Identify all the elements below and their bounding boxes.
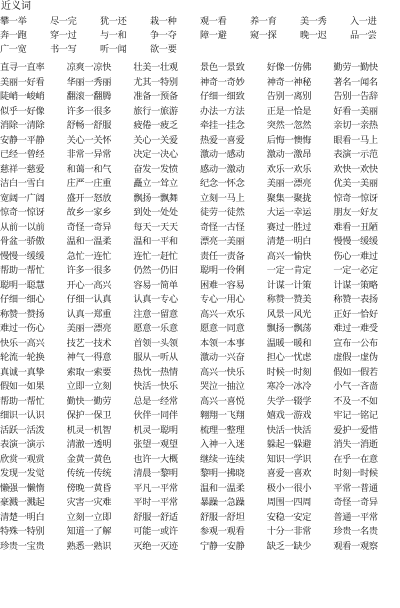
synonym-cell: 极小一很小 bbox=[266, 482, 312, 494]
table-row bbox=[0, 422, 400, 437]
word-pair: 听一闻 bbox=[100, 44, 127, 55]
table-row bbox=[0, 480, 400, 495]
table-row bbox=[0, 59, 400, 74]
word-pair: 广一宽 bbox=[0, 44, 27, 55]
synonym-cell: 灾害一灾难 bbox=[66, 497, 112, 509]
synonym-cell: 平凡一平常 bbox=[133, 482, 178, 494]
synonym-cell: 难过一伤心 bbox=[0, 323, 45, 335]
word-pair: 品一尝 bbox=[350, 30, 377, 41]
table-row bbox=[0, 132, 400, 147]
synonym-cell: 称赞一表扬 bbox=[333, 294, 378, 306]
synonym-cell: 翻滚一翻腾 bbox=[66, 91, 112, 103]
word-pair: 书一写 bbox=[50, 44, 77, 55]
synonym-cell: 故乡一家乡 bbox=[66, 207, 112, 219]
synonym-cell: 本领一本事 bbox=[200, 337, 245, 349]
table-row bbox=[0, 161, 400, 176]
word-pairs-block bbox=[0, 13, 400, 55]
synonym-cell: 激动一激昂 bbox=[266, 149, 312, 161]
synonym-cell: 许多一很多 bbox=[66, 265, 112, 277]
synonym-cell: 急忙一连忙 bbox=[66, 250, 112, 262]
synonym-cell: 华丽一秀丽 bbox=[66, 76, 112, 88]
synonym-cell: 仔细一细致 bbox=[200, 91, 245, 103]
synonym-cell: 奋发一发愤 bbox=[133, 163, 178, 175]
synonym-cell: 索取一索要 bbox=[66, 366, 112, 378]
synonym-cell: 张望一观望 bbox=[133, 439, 178, 451]
synonym-cell: 神气一得意 bbox=[66, 352, 112, 364]
table-row bbox=[0, 509, 400, 524]
synonym-cell: 好像一仿佛 bbox=[266, 62, 312, 74]
synonym-cell: 消除一清除 bbox=[0, 120, 45, 132]
synonym-cell: 舒畅一舒服 bbox=[66, 120, 112, 132]
synonym-cell: 关心一关爱 bbox=[133, 134, 178, 146]
synonym-cell: 奇怪一奇异 bbox=[333, 497, 378, 509]
synonym-cell: 知道一了解 bbox=[66, 526, 112, 538]
synonym-cell: 许多一很多 bbox=[66, 105, 112, 117]
synonym-cell: 仔细一细心 bbox=[0, 294, 45, 306]
synonym-cell: 欢乐一欢乐 bbox=[266, 163, 312, 175]
synonym-cell: 容易一简单 bbox=[133, 279, 178, 291]
synonym-cell: 立刻一立即 bbox=[66, 511, 112, 523]
table-row bbox=[0, 436, 400, 451]
synonym-cell: 大运一幸运 bbox=[266, 207, 312, 219]
synonym-cell: 入神一入迷 bbox=[200, 439, 245, 451]
synonym-cell: 慈祥一慈爱 bbox=[0, 163, 45, 175]
table-row bbox=[0, 407, 400, 422]
synonym-cell: 称赞一赞美 bbox=[266, 294, 312, 306]
synonym-cell: 金黄一黄色 bbox=[66, 453, 112, 465]
synonym-cell: 轮流一轮换 bbox=[0, 352, 45, 364]
word-pair: 障一避 bbox=[200, 30, 227, 41]
table-row bbox=[0, 451, 400, 466]
synonym-cell: 高兴一愉快 bbox=[266, 250, 312, 262]
synonym-cell: 十分一非常 bbox=[266, 526, 312, 538]
synonym-cell: 清晨一黎明 bbox=[133, 468, 178, 480]
synonym-cell: 徒劳一徒然 bbox=[200, 207, 245, 219]
synonym-cell: 缺乏一缺少 bbox=[266, 540, 312, 552]
word-pair: 窥一探 bbox=[250, 30, 277, 41]
synonym-cell: 非常一异常 bbox=[66, 149, 112, 161]
synonym-cell: 勤快一勤劳 bbox=[66, 395, 112, 407]
synonym-cell: 知识一学识 bbox=[266, 453, 312, 465]
synonym-cell: 宣布一公布 bbox=[333, 337, 378, 349]
synonym-cell: 欢快一欢快 bbox=[333, 163, 378, 175]
synonym-cell: 感动一激动 bbox=[200, 163, 245, 175]
synonym-cell: 安稳一安定 bbox=[266, 511, 312, 523]
synonym-cell: 盛开一怒放 bbox=[66, 192, 112, 204]
synonym-cell: 高兴一喜悦 bbox=[200, 395, 245, 407]
word-pair: 观一看 bbox=[200, 16, 227, 27]
synonym-cell: 仍然一仍旧 bbox=[133, 265, 178, 277]
synonym-cell: 旅行一旅游 bbox=[133, 105, 178, 117]
synonym-cell: 消失一消逝 bbox=[333, 439, 378, 451]
synonym-cell: 技艺一技术 bbox=[66, 337, 112, 349]
synonym-cell: 突然一忽然 bbox=[266, 120, 312, 132]
synonym-cell: 到处一处处 bbox=[133, 207, 178, 219]
synonym-cell: 壮美一壮观 bbox=[133, 62, 178, 74]
synonym-cell: 快活一快乐 bbox=[133, 381, 178, 393]
table-row bbox=[0, 117, 400, 132]
synonym-cell: 帮助一帮忙 bbox=[0, 265, 45, 277]
table-row bbox=[0, 88, 400, 103]
synonym-cell: 惊奇一惊讶 bbox=[0, 207, 45, 219]
synonym-cell: 传统一传统 bbox=[66, 468, 112, 480]
synonym-cell: 特殊一特别 bbox=[0, 526, 45, 538]
synonym-cell: 神奇一奇妙 bbox=[200, 76, 245, 88]
synonym-cell: 一定一肯定 bbox=[266, 265, 312, 277]
synonym-cell: 在乎一在意 bbox=[333, 453, 378, 465]
synonym-cell: 计谋一计策 bbox=[266, 279, 312, 291]
table-row bbox=[0, 248, 400, 263]
word-pair: 入一进 bbox=[350, 16, 377, 27]
synonym-cell: 不及一不如 bbox=[333, 395, 378, 407]
synonym-cell: 伙伴一同伴 bbox=[133, 410, 178, 422]
synonym-cell: 聪明一伶俐 bbox=[200, 265, 245, 277]
synonym-cell: 连忙一赶忙 bbox=[133, 250, 178, 262]
synonym-cell: 慢慢一缓缓 bbox=[333, 236, 378, 248]
synonym-cell: 仔细一认真 bbox=[66, 294, 112, 306]
synonym-cell: 美丽一好看 bbox=[0, 76, 45, 88]
synonym-cell: 景色一景致 bbox=[200, 62, 245, 74]
word-pair: 养一育 bbox=[250, 16, 277, 27]
synonym-cell: 牢记一铭记 bbox=[333, 410, 378, 422]
synonym-cell: 专心一用心 bbox=[200, 294, 245, 306]
synonym-cell: 暴躁一急躁 bbox=[200, 497, 245, 509]
synonym-cell: 每天一天天 bbox=[133, 221, 178, 233]
synonym-cell: 漂亮一美丽 bbox=[200, 236, 245, 248]
synonym-cell: 高兴一快乐 bbox=[200, 366, 245, 378]
synonym-cell: 快乐一高兴 bbox=[0, 337, 45, 349]
word-pair: 美一秀 bbox=[300, 16, 327, 27]
table-row bbox=[0, 233, 400, 248]
table-row bbox=[0, 277, 400, 292]
table-row bbox=[0, 219, 400, 234]
synonym-cell: 躲起一躲避 bbox=[266, 439, 312, 451]
synonym-cell: 聚集一聚拢 bbox=[266, 192, 312, 204]
synonym-cell: 失学一辍学 bbox=[266, 395, 312, 407]
word-pair: 晚一迟 bbox=[300, 30, 327, 41]
synonym-cell: 清楚一明白 bbox=[266, 236, 312, 248]
table-row bbox=[0, 146, 400, 161]
synonym-cell: 梳理一整理 bbox=[200, 424, 245, 436]
table-row bbox=[0, 349, 400, 364]
synonym-cell: 尤其一特别 bbox=[133, 76, 178, 88]
word-pair: 栽一种 bbox=[150, 16, 177, 27]
synonym-cell: 热忱一热情 bbox=[133, 366, 178, 378]
synonym-cell: 亲切一亲热 bbox=[333, 120, 378, 132]
synonym-cell: 珍贵一宝贵 bbox=[0, 540, 45, 552]
synonym-cell: 总是一经常 bbox=[133, 395, 178, 407]
synonym-cell: 发现一发觉 bbox=[0, 468, 45, 480]
synonym-cell: 表演一演示 bbox=[0, 439, 45, 451]
synonym-cell: 激动一兴奋 bbox=[200, 352, 245, 364]
synonym-cell: 继续一连续 bbox=[200, 453, 245, 465]
synonym-cell: 一定一必定 bbox=[333, 265, 378, 277]
word-pair: 尽一完 bbox=[50, 16, 77, 27]
table-row bbox=[0, 103, 400, 118]
synonym-cell: 认真一专心 bbox=[133, 294, 178, 306]
synonym-cell: 愿意一乐意 bbox=[133, 323, 178, 335]
table-row bbox=[0, 494, 400, 509]
synonym-cell: 熟悉一熟识 bbox=[66, 540, 112, 552]
synonym-cell: 翱翔一飞翔 bbox=[200, 410, 245, 422]
synonym-cell: 凉爽一凉快 bbox=[66, 62, 112, 74]
synonym-cell: 假如一如果 bbox=[0, 381, 45, 393]
synonym-cell: 奇怪一古怪 bbox=[200, 221, 245, 233]
table-row bbox=[0, 364, 400, 379]
table-row bbox=[0, 465, 400, 480]
synonym-cell: 服从一听从 bbox=[133, 352, 178, 364]
synonym-cell: 参观一观看 bbox=[200, 526, 245, 538]
synonym-cell: 后悔一懊悔 bbox=[266, 134, 312, 146]
synonym-cell: 舒服一舒适 bbox=[133, 511, 178, 523]
synonym-cell: 注意一留意 bbox=[133, 308, 178, 320]
synonym-cell: 难看一丑陋 bbox=[333, 221, 378, 233]
table-row bbox=[0, 378, 400, 393]
synonym-cell: 观看一观察 bbox=[333, 540, 378, 552]
synonym-cell: 朋友一好友 bbox=[333, 207, 378, 219]
table-row bbox=[0, 175, 400, 190]
synonym-cell: 骨盆一骄傲 bbox=[0, 236, 45, 248]
synonym-cell: 和蔼一和气 bbox=[66, 163, 112, 175]
table-row bbox=[0, 190, 400, 205]
synonym-cell: 帮助一帮忙 bbox=[0, 395, 45, 407]
synonym-cell: 决定一决心 bbox=[133, 149, 178, 161]
synonym-cell: 表演一示范 bbox=[333, 149, 378, 161]
synonym-cell: 可能一或许 bbox=[133, 526, 178, 538]
table-row bbox=[0, 393, 400, 408]
synonym-cell: 庄严一庄重 bbox=[66, 178, 112, 190]
synonym-cell: 办法一方法 bbox=[200, 105, 245, 117]
synonym-cell: 飘扬一飘荡 bbox=[266, 323, 312, 335]
synonym-cell: 已经一曾经 bbox=[0, 149, 45, 161]
synonym-cell: 欣赏一观赏 bbox=[0, 453, 45, 465]
synonym-cell: 聪明一聪慧 bbox=[0, 279, 45, 291]
synonym-cell: 黎明一拂晓 bbox=[200, 468, 245, 480]
synonym-cell: 慢慢一缓缓 bbox=[0, 250, 45, 262]
synonym-cell: 直寻一直率 bbox=[0, 62, 45, 74]
synonym-cell: 温和一温柔 bbox=[66, 236, 112, 248]
synonym-cell: 惊奇一惊讶 bbox=[333, 192, 378, 204]
synonym-cell: 飘扬一飘舞 bbox=[133, 192, 178, 204]
synonym-cell: 眼看一马上 bbox=[333, 134, 378, 146]
synonym-cell: 宽阔一广阔 bbox=[0, 192, 45, 204]
synonym-cell: 立刻一马上 bbox=[200, 192, 245, 204]
word-pair: 争一夺 bbox=[150, 30, 177, 41]
pair-row bbox=[0, 41, 400, 55]
synonym-cell: 洁白一雪白 bbox=[0, 178, 45, 190]
word-pair: 穿一过 bbox=[50, 30, 77, 41]
synonym-cell: 舒服一舒坦 bbox=[200, 511, 245, 523]
synonym-cell: 著名一闻名 bbox=[333, 76, 378, 88]
synonym-cell: 爱护一爱惜 bbox=[333, 424, 378, 436]
synonym-cell: 灭绝一灭迹 bbox=[133, 540, 178, 552]
synonym-cell: 真诚一真挚 bbox=[0, 366, 45, 378]
synonym-cell: 清楚一明白 bbox=[0, 511, 45, 523]
word-pair: 奔一跑 bbox=[0, 30, 27, 41]
synonym-cell: 正好一恰好 bbox=[333, 308, 378, 320]
synonym-cell: 温和一温柔 bbox=[200, 482, 245, 494]
word-pair: 欲一要 bbox=[150, 44, 177, 55]
synonym-cell: 伤心一难过 bbox=[333, 250, 378, 262]
synonym-cell: 高兴一欢乐 bbox=[200, 308, 245, 320]
synonym-cell: 嬉戏一游戏 bbox=[266, 410, 312, 422]
synonym-cell: 正是一恰是 bbox=[266, 105, 312, 117]
synonym-cell: 陡峭一峻峭 bbox=[0, 91, 45, 103]
synonym-cell: 快活一快活 bbox=[266, 424, 312, 436]
synonym-cell: 好看一美丽 bbox=[333, 105, 378, 117]
synonym-cell: 时刻一时候 bbox=[333, 468, 378, 480]
synonym-cell: 清澈一透明 bbox=[66, 439, 112, 451]
synonym-cell: 计谋一策略 bbox=[333, 279, 378, 291]
synonym-cell: 傍晚一黄昏 bbox=[66, 482, 112, 494]
table-row bbox=[0, 204, 400, 219]
table-row bbox=[0, 74, 400, 89]
synonym-cell: 认真一郑重 bbox=[66, 308, 112, 320]
synonym-cell: 假如一假若 bbox=[333, 366, 378, 378]
synonym-cell: 从前一以前 bbox=[0, 221, 45, 233]
synonym-cell: 奇怪一奇异 bbox=[66, 221, 112, 233]
synonym-cell: 开心一高兴 bbox=[66, 279, 112, 291]
synonym-cell: 珍贵一名贵 bbox=[333, 526, 378, 538]
synonym-cell: 准备一预备 bbox=[133, 91, 178, 103]
synonym-cell: 告别一告辞 bbox=[333, 91, 378, 103]
synonym-cell: 首领一头领 bbox=[133, 337, 178, 349]
synonym-cell: 周围一四周 bbox=[266, 497, 312, 509]
synonym-cell: 平常一普通 bbox=[333, 482, 378, 494]
synonym-cell: 温暖一暖和 bbox=[266, 337, 312, 349]
page-title: 近义词 bbox=[1, 1, 31, 12]
synonym-cell: 告别一离别 bbox=[266, 91, 312, 103]
synonym-cell: 矗立一耸立 bbox=[133, 178, 178, 190]
synonym-cell: 寒冷一冰冷 bbox=[266, 381, 312, 393]
synonym-cell: 牵挂一挂念 bbox=[200, 120, 245, 132]
synonym-cell: 活跃一活泼 bbox=[0, 424, 45, 436]
synonym-cell: 喜爱一喜欢 bbox=[266, 468, 312, 480]
synonym-cell: 疲倦一疲乏 bbox=[133, 120, 178, 132]
synonym-cell: 勤劳一勤快 bbox=[333, 62, 378, 74]
synonym-cell: 激动一感动 bbox=[200, 149, 245, 161]
synonym-cell: 美丽一漂亮 bbox=[66, 323, 112, 335]
synonym-cell: 担心一忧虑 bbox=[266, 352, 312, 364]
pair-row bbox=[0, 13, 400, 27]
pair-row bbox=[0, 27, 400, 41]
synonym-cell: 虚假一虚伪 bbox=[333, 352, 378, 364]
word-pair: 与一和 bbox=[100, 30, 127, 41]
synonym-cell: 关心一关怀 bbox=[66, 134, 112, 146]
synonym-cell: 安静一平静 bbox=[0, 134, 45, 146]
synonym-cell: 小气一吝啬 bbox=[333, 381, 378, 393]
synonym-cell: 热爱一喜爱 bbox=[200, 134, 245, 146]
synonym-cell: 困难一容易 bbox=[200, 279, 245, 291]
synonym-cell: 普通一平常 bbox=[333, 511, 378, 523]
synonym-cell: 风景一风光 bbox=[266, 308, 312, 320]
synonym-cell: 懒强一懒惰 bbox=[0, 482, 45, 494]
synonym-cell: 时候一时刻 bbox=[266, 366, 312, 378]
table-row bbox=[0, 523, 400, 538]
synonym-cell: 美丽一漂亮 bbox=[266, 178, 312, 190]
synonym-cell: 优美一美丽 bbox=[333, 178, 378, 190]
synonym-cell: 立即一立刻 bbox=[66, 381, 112, 393]
synonym-cell: 豪溅一溅起 bbox=[0, 497, 45, 509]
synonym-cell: 宁静一安静 bbox=[200, 540, 245, 552]
synonym-cell: 称赞一赞扬 bbox=[0, 308, 45, 320]
word-pair: 犹一还 bbox=[100, 16, 127, 27]
synonym-cell: 机灵一机智 bbox=[66, 424, 112, 436]
synonym-cell: 愿意一同意 bbox=[200, 323, 245, 335]
word-pair: 攀一举 bbox=[0, 16, 27, 27]
synonym-cell: 温和一平和 bbox=[133, 236, 178, 248]
synonym-cell: 细识一认识 bbox=[0, 410, 45, 422]
synonym-cell: 神奇一神秘 bbox=[266, 76, 312, 88]
synonym-cell: 也许一大概 bbox=[133, 453, 178, 465]
table-row bbox=[0, 262, 400, 277]
synonym-cell: 哭泣一抽泣 bbox=[200, 381, 245, 393]
synonym-cell: 保护一保卫 bbox=[66, 410, 112, 422]
table-row bbox=[0, 538, 400, 553]
synonym-cell: 难过一难受 bbox=[333, 323, 378, 335]
synonym-cell: 似乎一好像 bbox=[0, 105, 45, 117]
synonym-cell: 机灵一聪明 bbox=[133, 424, 178, 436]
synonym-cell: 平时一平常 bbox=[133, 497, 178, 509]
synonym-cell: 纪念一怀念 bbox=[200, 178, 245, 190]
synonym-cell: 责任一责备 bbox=[200, 250, 245, 262]
synonym-cell: 赛过一胜过 bbox=[266, 221, 312, 233]
